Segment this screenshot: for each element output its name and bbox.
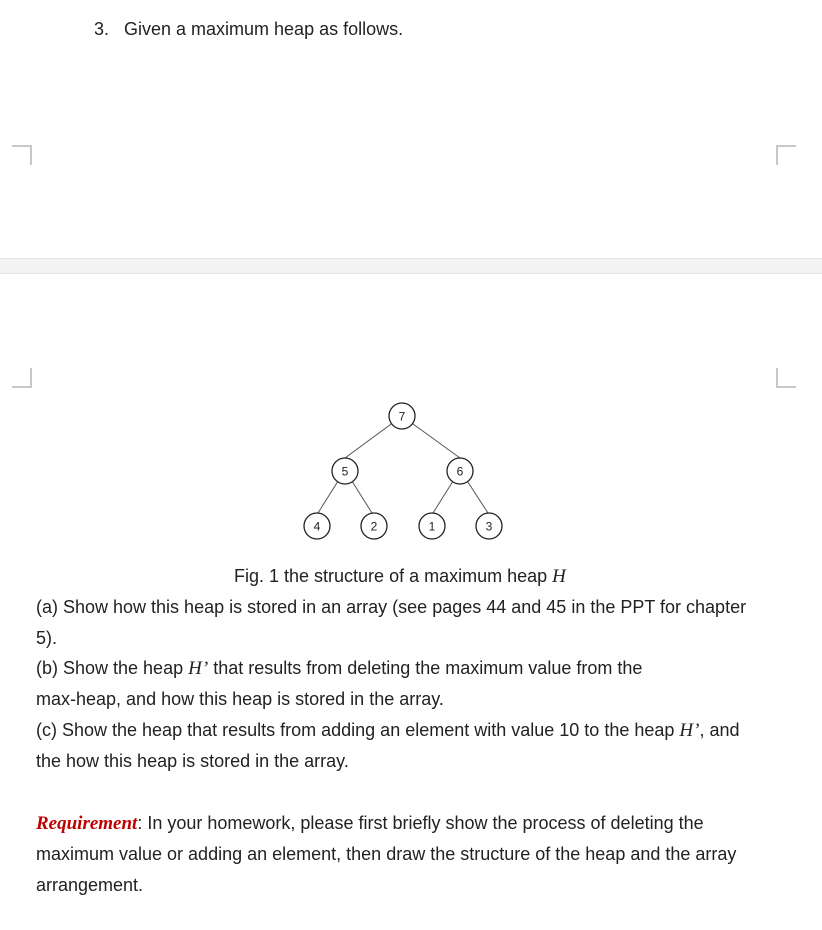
crop-mark-top-left — [12, 145, 32, 165]
heap-node-label: 3 — [485, 519, 493, 534]
heap-node-left-left — [304, 513, 330, 539]
crop-mark-bottom-left — [12, 368, 32, 388]
part-b-prefix: (b) Show the heap — [36, 658, 184, 678]
figure-caption-symbol: H — [552, 566, 566, 587]
heap-node-left — [332, 458, 358, 484]
heap-node-root — [389, 403, 415, 429]
part-b — [36, 653, 781, 715]
part-a — [36, 592, 781, 654]
part-c-line2: the how this heap is stored in the array. — [36, 751, 349, 771]
heap-node-left-right — [361, 513, 387, 539]
crop-mark-top-right — [776, 145, 796, 165]
part-c-suffix: , and — [699, 720, 740, 740]
part-a-line2: 5). — [36, 628, 58, 648]
figure-caption-text: Fig. 1 the structure of a maximum heap — [234, 566, 548, 586]
heap-node-label: 6 — [456, 464, 464, 479]
requirement-paragraph — [36, 808, 781, 901]
question-heading-text: Given a maximum heap as follows. — [124, 19, 404, 39]
heap-node-right-right — [476, 513, 502, 539]
question-number: 3. — [94, 19, 110, 39]
heap-node-label: 5 — [341, 464, 349, 479]
heap-node-label: 7 — [398, 409, 406, 424]
part-c — [36, 715, 781, 777]
page-1 — [0, 0, 822, 258]
requirement-text: : In your homework, please first briefly show the process of deleting the maximum value or adding an element, then draw the structure of the heap and the array arrangement. — [36, 813, 737, 895]
heap-figure — [290, 398, 520, 548]
heap-node-label: 1 — [428, 519, 436, 534]
part-c-symbol: H’ — [679, 720, 700, 741]
heap-node-right — [447, 458, 473, 484]
heap-node-label: 4 — [313, 519, 321, 534]
part-b-suffix: that results from deleting the maximum value from the — [213, 658, 643, 678]
requirement-label: Requirement — [36, 813, 138, 834]
part-c-prefix: (c) Show the heap that results from adding an element with value 10 to the heap — [36, 720, 675, 740]
page-separator — [0, 258, 822, 274]
question-heading — [94, 18, 403, 40]
crop-mark-bottom-right — [776, 368, 796, 388]
heap-node-right-left — [419, 513, 445, 539]
heap-node-label: 2 — [370, 519, 378, 534]
part-b-symbol: H’ — [188, 658, 209, 679]
figure-caption — [234, 563, 566, 590]
part-a-line1: (a) Show how this heap is stored in an array (see pages 44 and 45 in the PPT for chapter — [36, 597, 747, 617]
part-b-line2: max-heap, and how this heap is stored in the array. — [36, 689, 444, 709]
